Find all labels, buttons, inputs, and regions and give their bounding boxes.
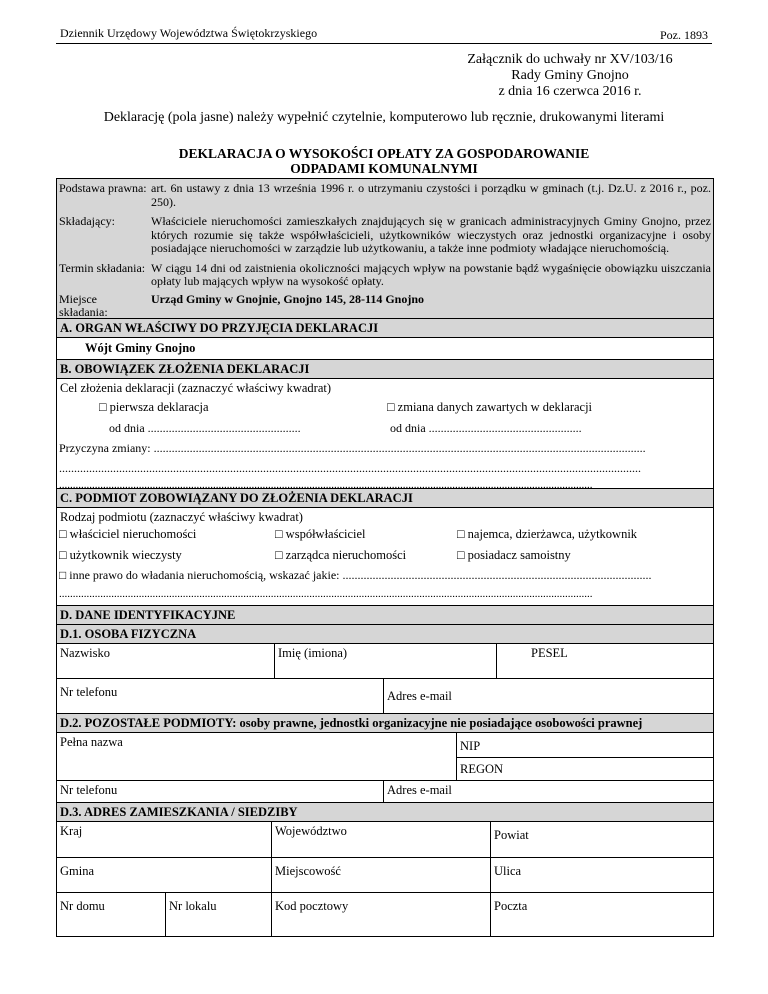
d2-name-row xyxy=(57,732,713,780)
legal-basis-text: art. 6n ustawy z dnia 13 września 1996 r. o utrzymaniu czystości i porządku w gminach (t.j. Dz.U. z 2016 r., poz. 250). xyxy=(151,181,711,209)
entity-type-label: Rodzaj podmiotu (zaznaczyć właściwy kwadrat) xyxy=(60,510,303,524)
first-declaration-checkbox[interactable]: □ pierwsza deklaracja xyxy=(99,400,209,414)
holder-checkbox[interactable]: □ posiadacz samoistny xyxy=(457,548,571,562)
flat-number-field[interactable]: Nr lokalu xyxy=(166,893,272,936)
first-name-field[interactable]: Imię (imiona) xyxy=(275,644,497,678)
country-field[interactable]: Kraj xyxy=(57,822,272,857)
attachment-line-3: z dnia 16 czerwca 2016 r. xyxy=(498,84,642,99)
legal-basis-label: Podstawa prawna: xyxy=(59,181,147,195)
surname-field[interactable]: Nazwisko xyxy=(57,644,275,678)
place-label: Miejsce składania: xyxy=(59,291,108,319)
section-d3-title: D.3. ADRES ZAMIESZKANIA / SIEDZIBY xyxy=(57,802,713,821)
deadline-row xyxy=(59,259,711,292)
position-number: Poz. 1893 xyxy=(660,28,708,42)
province-field[interactable]: Województwo xyxy=(272,822,491,857)
section-c-title: C. PODMIOT ZOBOWIĄZANY DO ZŁOŻENIA DEKLARACJI xyxy=(57,488,713,507)
purpose-label: Cel złożenia deklaracji (zaznaczyć właściwy kwadrat) xyxy=(60,381,332,395)
authority-value: Wójt Gminy Gnojno xyxy=(85,341,196,355)
perpetual-user-checkbox[interactable]: □ użytkownik wieczysty xyxy=(59,548,182,562)
house-number-field[interactable]: Nr domu xyxy=(57,893,166,936)
tenant-checkbox[interactable]: □ najemca, dzierżawca, użytkownik xyxy=(457,527,638,541)
form-title-line-1: DEKLARACJA O WYSOKOŚCI OPŁATY ZA GOSPODAROWANIE xyxy=(178,146,590,161)
meta-block xyxy=(57,179,713,318)
attachment-line-2: Rady Gminy Gnojno xyxy=(511,68,629,83)
section-a-value-box xyxy=(57,337,713,359)
other-right-checkbox[interactable]: □ inne prawo do władania nieruchomością, wskazać jakie: ....................................................................................................... xyxy=(59,568,652,582)
section-c-body xyxy=(57,507,713,605)
manager-checkbox[interactable]: □ zarządca nieruchomości xyxy=(275,548,407,562)
commune-field[interactable]: Gmina xyxy=(57,858,272,892)
section-d1-title: D.1. OSOBA FIZYCZNA xyxy=(57,624,713,643)
first-date-field[interactable]: od dnia ................................................... xyxy=(109,421,301,435)
legal-basis-row xyxy=(59,181,711,212)
form-title xyxy=(56,146,712,176)
place-text: Urząd Gminy w Gnojnie, Gnojno 145, 28-114 Gnojno xyxy=(151,291,425,306)
street-field[interactable]: Ulica xyxy=(494,864,522,878)
full-name-field[interactable]: Pełna nazwa xyxy=(57,733,457,780)
attachment-note xyxy=(420,52,720,100)
section-b-body xyxy=(57,378,713,491)
owner-checkbox[interactable]: □ właściciel nieruchomości xyxy=(59,527,197,541)
pesel-field[interactable]: PESEL xyxy=(531,646,568,660)
regon-field[interactable]: REGON xyxy=(457,757,713,780)
postal-code-field[interactable]: Kod pocztowy xyxy=(272,893,491,936)
nip-field[interactable]: NIP xyxy=(460,739,481,753)
section-b-title: B. OBOWIĄZEK ZŁOŻENIA DEKLARACJI xyxy=(57,359,713,378)
attachment-line-1: Załącznik do uchwały nr XV/103/16 xyxy=(467,52,673,67)
d2-contact-row xyxy=(57,780,713,802)
nip-regon-group xyxy=(457,733,713,780)
section-d-title: D. DANE IDENTYFIKACYJNE xyxy=(57,605,713,624)
change-date-field[interactable]: od dnia ................................................... xyxy=(390,421,582,435)
header-divider xyxy=(56,43,712,44)
other-right-line[interactable]: .................................................................................................................................................................................................. xyxy=(59,588,593,600)
submitter-text: Właściciele nieruchomości zamieszkałych znajdujących się w granicach administracyjnych Gminy Gnojno, przez których rozumie się także współwłaścicieli, użytkowników wieczystych oraz jednostki organizacyjne i osoby posiadające nieruchomości w zarządzie lub użytkowaniu, a także inne podmioty władające nieruchomością. xyxy=(151,214,711,255)
d1-name-row xyxy=(57,643,713,678)
phone-field[interactable]: Nr telefonu xyxy=(57,679,384,713)
change-declaration-checkbox[interactable]: □ zmiana danych zawartych w deklaracji xyxy=(387,400,593,414)
change-reason-line-2[interactable]: .................................................................................................................................................................................................. xyxy=(59,461,641,475)
d1-contact-row xyxy=(57,678,713,713)
d3-row-3 xyxy=(57,892,713,936)
form-title-line-2: ODPADAMI KOMUNALNYMI xyxy=(290,161,478,176)
submitter-row xyxy=(59,212,711,259)
d3-row-2 xyxy=(57,857,713,892)
deadline-label: Termin składania: xyxy=(59,260,146,275)
journal-title: Dziennik Urzędowy Województwa Świętokrzyskiego xyxy=(60,26,318,40)
phone-field-2[interactable]: Nr telefonu xyxy=(57,781,384,802)
declaration-form xyxy=(56,178,714,937)
d3-row-1 xyxy=(57,821,713,857)
email-field[interactable]: Adres e-mail xyxy=(387,689,452,703)
email-field-2[interactable]: Adres e-mail xyxy=(387,783,452,797)
place-row xyxy=(59,292,711,323)
post-office-field[interactable]: Poczta xyxy=(494,899,528,913)
change-reason-field[interactable]: Przyczyna zmiany: .................................................................................................................................................................... xyxy=(59,441,646,455)
city-field[interactable]: Miejscowość xyxy=(272,858,491,892)
section-d2-title: D.2. POZOSTAŁE PODMIOTY: osoby prawne, jednostki organizacyjne nie posiadające osobowości prawnej xyxy=(57,713,713,732)
section-a-title: A. ORGAN WŁAŚCIWY DO PRZYJĘCIA DEKLARACJI xyxy=(57,318,713,337)
deadline-text: W ciągu 14 dni od zaistnienia okoliczności mających wpływ na powstanie bądź wygaśnięcie obowiązku uiszczania opłaty lub mających wpływ na wysokość opłaty. xyxy=(151,260,711,288)
district-field[interactable]: Powiat xyxy=(494,828,529,842)
submitter-label: Składający: xyxy=(59,214,115,228)
coowner-checkbox[interactable]: □ współwłaściciel xyxy=(275,527,366,541)
change-reason-line-3[interactable]: .................................................................................................................................................................................................. xyxy=(59,479,593,491)
fill-instruction: Deklarację (pola jasne) należy wypełnić czytelnie, komputerowo lub ręcznie, drukowanymi literami xyxy=(103,110,665,125)
